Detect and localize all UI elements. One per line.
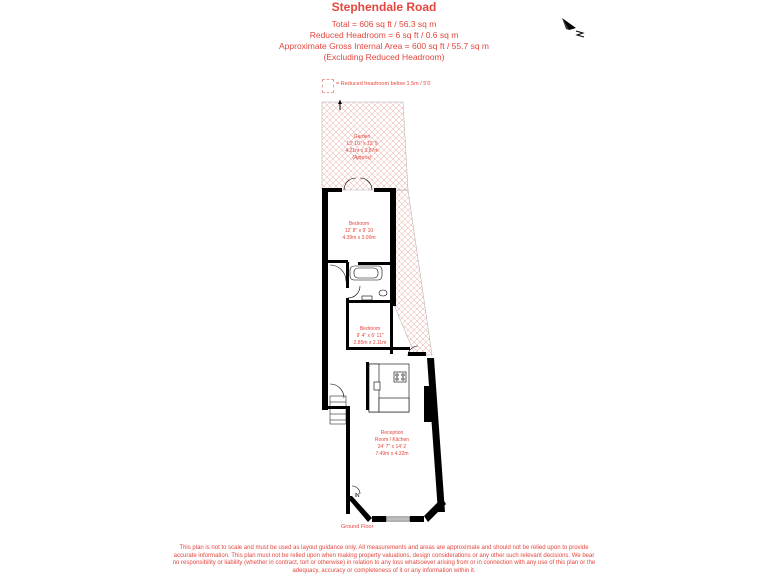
- plan-title: Stephendale Road: [331, 0, 437, 14]
- reduced-headroom-area: Reduced Headroom = 6 sq ft / 0.6 sq m: [309, 30, 459, 40]
- total-area: Total = 606 sq ft / 56.3 sq m: [331, 19, 437, 29]
- svg-text:Room / Kitchen: Room / Kitchen: [374, 437, 410, 443]
- svg-text:4.21m x 3.87m: 4.21m x 3.87m: [345, 148, 379, 154]
- svg-text:Garden: Garden: [353, 134, 371, 140]
- gross-internal-area: Approximate Gross Internal Area = 600 sq ft / 55.7 sq m: [278, 41, 489, 51]
- svg-text:24' 7" x 14' 2: 24' 7" x 14' 2: [377, 444, 407, 450]
- entrance-in-label: IN: [354, 493, 360, 499]
- entrance-marker: [352, 486, 360, 499]
- svg-text:13' 10" x 12' 9: 13' 10" x 12' 9: [346, 141, 378, 147]
- legend-text: = Reduced headroom below 1.5m / 5'0: [336, 81, 431, 87]
- room-label-bedroom-1: [342, 221, 375, 241]
- disclaimer-text: This plan is not to scale and must be used as layout guidance only. All measurements and areas are approximate and should not be relied upon to provide accurate information. This plan must not be relied upon when making property valuations, design considerations or any other such relevant decisions. We bear no responsibility or liability (whether in contract, tort or otherwise) in relation to any loss whatsoever arising from or in connection with any use of this plan or the adequacy, accuracy or completeness of it or any information within it.: [172, 545, 596, 574]
- excluding-note: (Excluding Reduced Headroom): [323, 52, 445, 62]
- svg-text:(Approx): (Approx): [352, 155, 372, 161]
- floor-label: Ground Floor: [341, 524, 374, 530]
- svg-text:7.49m x 4.32m: 7.49m x 4.32m: [375, 451, 409, 457]
- svg-text:Bedroom: Bedroom: [359, 326, 381, 332]
- compass-icon: [562, 18, 584, 37]
- room-label-bedroom-2: [354, 326, 387, 346]
- room-label-reception: [375, 430, 409, 457]
- svg-text:4.39m x 3.00m: 4.39m x 3.00m: [342, 235, 376, 241]
- svg-text:12' 8" x 9' 10: 12' 8" x 9' 10: [344, 228, 374, 234]
- svg-text:2.85m x 2.11m: 2.85m x 2.11m: [353, 340, 387, 346]
- kitchen-fixtures: [369, 364, 409, 412]
- bathroom-fixtures: [350, 266, 387, 300]
- side-return-area: [392, 190, 432, 355]
- svg-text:9' 4" x 6' 11": 9' 4" x 6' 11": [356, 333, 384, 339]
- stairs: [330, 396, 346, 424]
- svg-text:Reception: Reception: [380, 430, 404, 436]
- svg-text:Bedroom: Bedroom: [348, 221, 370, 227]
